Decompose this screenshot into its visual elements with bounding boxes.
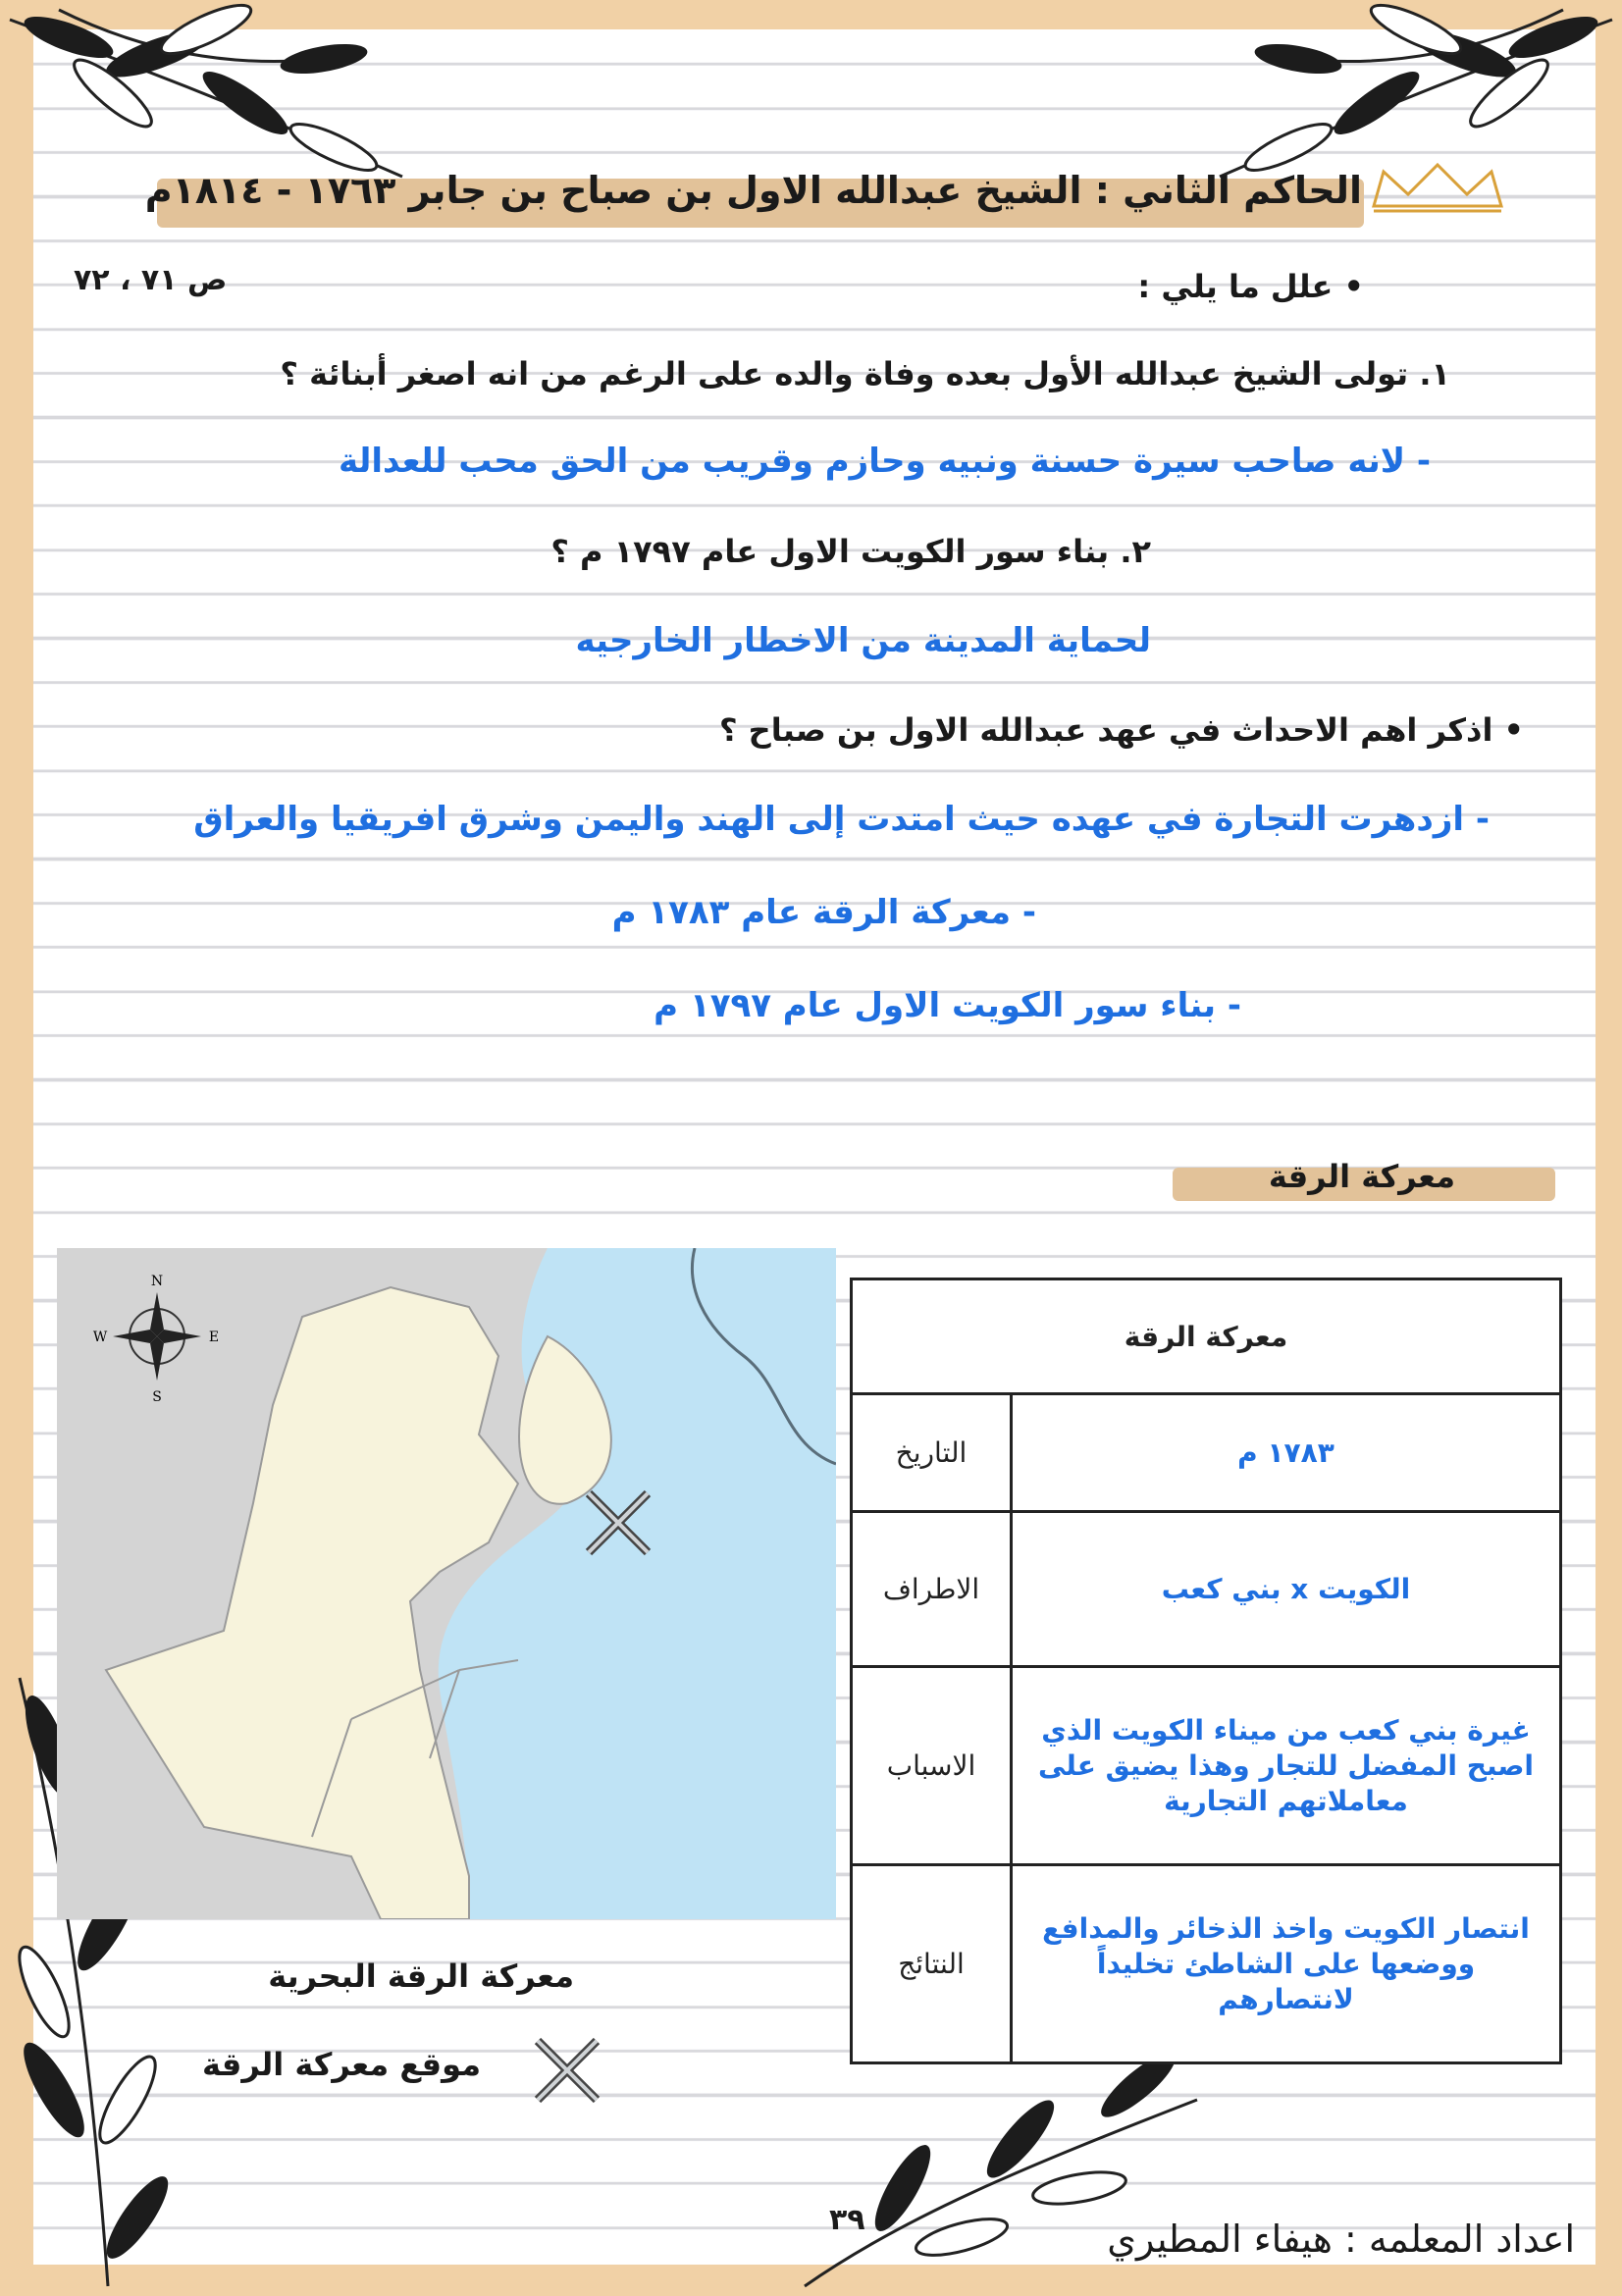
battle-info-table <box>850 1278 1562 2064</box>
map-legend-label: موقع معركة الرقة <box>201 2046 481 2083</box>
battle-heading: معركة الرقة <box>1268 1158 1455 1195</box>
row-value-results: انتصار الكويت واخذ الذخائر والمدافع ووضعها على الشاطئ تخليداً لانتصارهم <box>1012 1865 1561 2063</box>
page-reference: ص ٧١ ، ٧٢ <box>74 263 228 297</box>
compass-w: W <box>92 1330 108 1345</box>
event-item-1: - ازدهرت التجارة في عهده حيث امتدت إلى الهند واليمن وشرق افريقيا والعراق <box>193 800 1490 839</box>
compass-n: N <box>150 1274 164 1289</box>
row-label-causes: الاسباب <box>852 1667 1012 1865</box>
question-2: ٢. بناء سور الكويت الاول عام ١٧٩٧ م ؟ <box>550 533 1151 570</box>
events-question: • اذكر اهم الاحداث في عهد عبدالله الاول بن صباح ؟ <box>718 711 1524 749</box>
table-row <box>852 1394 1561 1512</box>
row-value-date: ١٧٨٣ م <box>1012 1394 1561 1512</box>
row-value-causes: غيرة بني كعب من ميناء الكويت الذي اصبح المفضل للتجار وهذا يضيق على معاملاتهم التجارية <box>1012 1667 1561 1865</box>
row-label-parties: الاطراف <box>852 1512 1012 1667</box>
page-title: الحاكم الثاني : الشيخ عبدالله الاول بن صباح بن جابر ١٧٦٣ - ١٨١٤م <box>144 169 1362 212</box>
crown-icon <box>1364 157 1511 216</box>
row-label-date: التاريخ <box>852 1394 1012 1512</box>
table-row <box>852 1512 1561 1667</box>
answer-1: - لانه صاحب سيرة حسنة ونبيه وحازم وقريب من الحق محب للعدالة <box>338 442 1431 481</box>
reasons-heading: • علل ما يلي : <box>1137 268 1364 305</box>
event-item-2: - معركة الرقة عام ١٧٨٣ م <box>611 893 1036 932</box>
kuwait-map <box>57 1248 836 1919</box>
row-label-results: النتائج <box>852 1865 1012 2063</box>
compass-e: E <box>208 1330 220 1345</box>
page-number: ٣٩ <box>829 2203 865 2237</box>
table-title: معركة الرقة <box>852 1279 1561 1394</box>
table-row <box>852 1865 1561 2063</box>
table-row <box>852 1667 1561 1865</box>
answer-2: لحماية المدينة من الاخطار الخارجيه <box>575 621 1151 660</box>
table-row <box>852 1279 1561 1394</box>
question-1: ١. تولى الشيخ عبدالله الأول بعده وفاة والده على الرغم من انه اصغر أبنائة ؟ <box>280 355 1450 392</box>
row-value-parties: الكويت x بني كعب <box>1012 1512 1561 1667</box>
event-item-3: - بناء سور الكويت الاول عام ١٧٩٧ م <box>654 986 1241 1025</box>
leaf-branch-top-left-icon <box>0 0 412 186</box>
crossed-swords-legend-icon <box>528 2031 606 2110</box>
map-caption: معركة الرقة البحرية <box>268 1957 574 1995</box>
author-credit: اعداد المعلمه : هيفاء المطيري <box>1107 2218 1575 2261</box>
compass-s: S <box>152 1389 162 1405</box>
